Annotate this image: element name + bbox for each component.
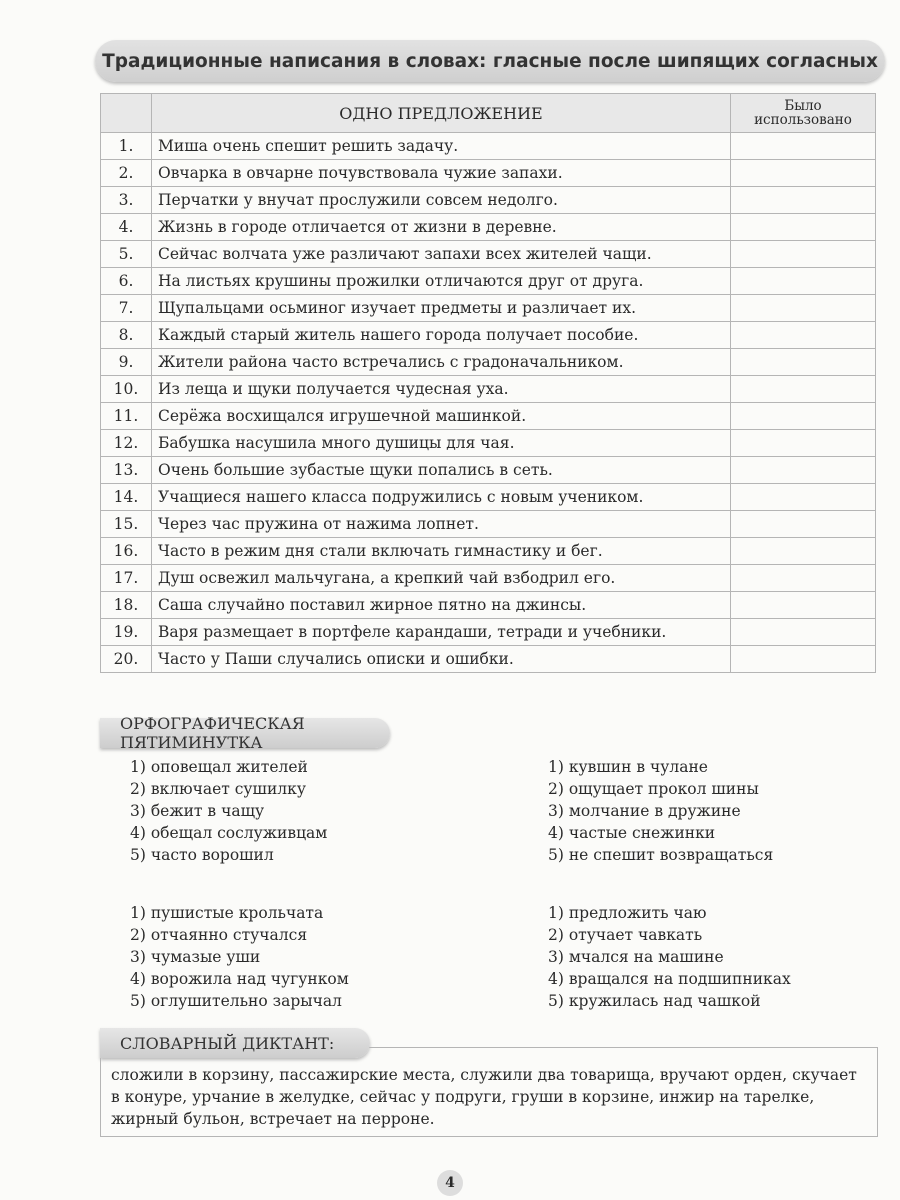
used-cell <box>731 619 876 646</box>
used-cell <box>731 349 876 376</box>
sentence: Овчарка в овчарне почувствовала чужие запахи. <box>152 160 731 187</box>
sentence: Из леща и щуки получается чудесная уха. <box>152 376 731 403</box>
table-row <box>101 187 876 214</box>
row-number: 11. <box>101 403 152 430</box>
row-number: 19. <box>101 619 152 646</box>
row-number: 12. <box>101 430 152 457</box>
list-item: 5) оглушительно зарычал <box>130 992 342 1010</box>
table-row <box>101 376 876 403</box>
used-cell <box>731 430 876 457</box>
used-cell <box>731 268 876 295</box>
used-cell <box>731 403 876 430</box>
used-cell <box>731 214 876 241</box>
list-item: 5) часто ворошил <box>130 846 274 864</box>
row-number: 20. <box>101 646 152 673</box>
sentence: Бабушка насушила много душицы для чая. <box>152 430 731 457</box>
dictation-text: сложили в корзину, пассажирские места, служили два товарища, вручают орден, скучает в конуре, урчание в желудке, сейчас у подруги, груши в корзине, инжир на тарелке, жирный бульон, встречает на перроне. <box>111 1066 857 1128</box>
used-cell <box>731 160 876 187</box>
list-item: 2) ощущает прокол шины <box>548 780 759 798</box>
row-number: 2. <box>101 160 152 187</box>
list-item: 3) молчание в дружине <box>548 802 741 820</box>
sentence: Миша очень спешит решить задачу. <box>152 133 731 160</box>
word-list <box>548 902 791 1012</box>
used-cell <box>731 241 876 268</box>
row-number: 10. <box>101 376 152 403</box>
sentence: Серёжа восхищался игрушечной машинкой. <box>152 403 731 430</box>
row-number: 13. <box>101 457 152 484</box>
used-cell <box>731 376 876 403</box>
list-item: 1) предложить чаю <box>548 904 707 922</box>
sentence: Часто у Паши случались описки и ошибки. <box>152 646 731 673</box>
sentence: Варя размещает в портфеле карандаши, тетради и учебники. <box>152 619 731 646</box>
sentence: Через час пружина от нажима лопнет. <box>152 511 731 538</box>
row-number: 15. <box>101 511 152 538</box>
used-header: Было использовано <box>731 94 876 133</box>
table-row <box>101 133 876 160</box>
list-item: 4) обещал сослуживцам <box>130 824 328 842</box>
sentence-header: ОДНО ПРЕДЛОЖЕНИЕ <box>152 94 731 133</box>
used-cell <box>731 592 876 619</box>
sentence: Учащиеся нашего класса подружились с новым учеником. <box>152 484 731 511</box>
list-item: 3) мчался на машине <box>548 948 724 966</box>
list-item: 2) включает сушилку <box>130 780 306 798</box>
table-row <box>101 403 876 430</box>
table-row <box>101 214 876 241</box>
row-number: 1. <box>101 133 152 160</box>
sentence: На листьях крушины прожилки отличаются друг от друга. <box>152 268 731 295</box>
sentence: Жизнь в городе отличается от жизни в деревне. <box>152 214 731 241</box>
list-item: 4) вращался на подшипниках <box>548 970 791 988</box>
table-row <box>101 619 876 646</box>
used-cell <box>731 484 876 511</box>
used-cell <box>731 538 876 565</box>
used-cell <box>731 187 876 214</box>
dictation-heading: СЛОВАРНЫЙ ДИКТАНТ: <box>100 1028 370 1058</box>
five-minute-heading: ОРФОГРАФИЧЕСКАЯ ПЯТИМИНУТКА <box>100 718 390 748</box>
page-title: Традиционные написания в словах: гласные после шипящих согласных <box>95 40 885 82</box>
used-cell <box>731 646 876 673</box>
sentence: Душ освежил мальчугана, а крепкий чай взбодрил его. <box>152 565 731 592</box>
word-list <box>130 756 327 866</box>
row-number: 9. <box>101 349 152 376</box>
row-number: 3. <box>101 187 152 214</box>
row-number: 4. <box>101 214 152 241</box>
table-row <box>101 538 876 565</box>
table-row <box>101 484 876 511</box>
table-row <box>101 457 876 484</box>
word-list <box>548 756 773 866</box>
table-row <box>101 646 876 673</box>
list-item: 3) бежит в чащу <box>130 802 265 820</box>
list-item: 3) чумазые уши <box>130 948 261 966</box>
sentence: Часто в режим дня стали включать гимнастику и бег. <box>152 538 731 565</box>
list-item: 5) кружилась над чашкой <box>548 992 761 1010</box>
table-row <box>101 592 876 619</box>
used-cell <box>731 565 876 592</box>
sentence: Каждый старый житель нашего города получает пособие. <box>152 322 731 349</box>
sentence: Щупальцами осьминог изучает предметы и различает их. <box>152 295 731 322</box>
table-row <box>101 511 876 538</box>
list-item: 4) ворожила над чугунком <box>130 970 349 988</box>
list-item: 4) частые снежинки <box>548 824 716 842</box>
list-item: 1) кувшин в чулане <box>548 758 708 776</box>
row-number: 16. <box>101 538 152 565</box>
row-number: 17. <box>101 565 152 592</box>
table-row <box>101 349 876 376</box>
row-number: 7. <box>101 295 152 322</box>
sentence: Сейчас волчата уже различают запахи всех жителей чащи. <box>152 241 731 268</box>
row-number: 8. <box>101 322 152 349</box>
row-number: 18. <box>101 592 152 619</box>
sentence: Очень большие зубастые щуки попались в сеть. <box>152 457 731 484</box>
page-number: 4 <box>437 1170 463 1196</box>
list-item: 1) оповещал жителей <box>130 758 308 776</box>
list-item: 5) не спешит возвращаться <box>548 846 774 864</box>
row-number: 5. <box>101 241 152 268</box>
table-row <box>101 430 876 457</box>
sentence: Саша случайно поставил жирное пятно на джинсы. <box>152 592 731 619</box>
list-item: 1) пушистые крольчата <box>130 904 324 922</box>
used-cell <box>731 457 876 484</box>
list-item: 2) отучает чавкать <box>548 926 703 944</box>
table-row <box>101 268 876 295</box>
num-header <box>101 94 152 133</box>
sentence: Перчатки у внучат прослужили совсем недолго. <box>152 187 731 214</box>
table-row <box>101 322 876 349</box>
sentence: Жители района часто встречались с градоначальником. <box>152 349 731 376</box>
used-cell <box>731 322 876 349</box>
table-row <box>101 241 876 268</box>
row-number: 14. <box>101 484 152 511</box>
sentences-table <box>100 93 876 673</box>
table-row <box>101 160 876 187</box>
used-cell <box>731 511 876 538</box>
row-number: 6. <box>101 268 152 295</box>
used-cell <box>731 133 876 160</box>
table-row <box>101 565 876 592</box>
table-row <box>101 295 876 322</box>
used-cell <box>731 295 876 322</box>
list-item: 2) отчаянно стучался <box>130 926 308 944</box>
word-list <box>130 902 349 1012</box>
dictation-box <box>100 1047 878 1137</box>
